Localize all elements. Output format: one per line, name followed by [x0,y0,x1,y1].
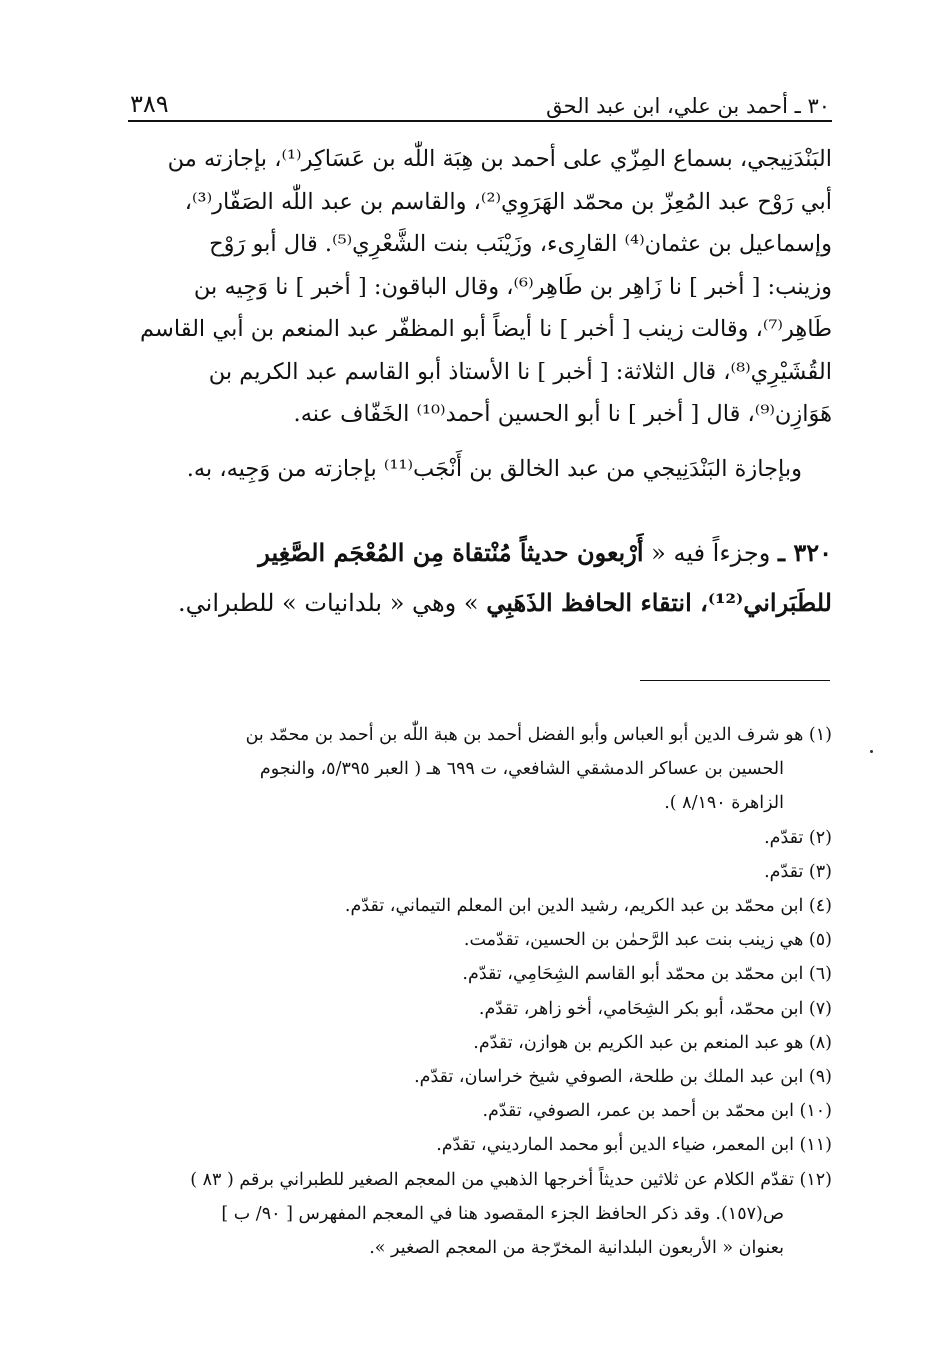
entry-line-2 [128,578,832,628]
footnote-line: (١١) ابن المعمر، ضياء الدين أبو محمد الماردیني، تقدّم. [436,1135,832,1156]
entry-number: ٣٢٠ ـ [777,538,832,567]
entry-text-cont: » وهي « بلدانيات » للطبراني. [178,589,479,617]
footnote-line: (٥) هي زينب بنت عبد الرَّحمٰن بن الحسين، تقدّمت. [463,930,832,951]
body-line: البَنْدَنِيجي، بسماع المِزّي على أحمد بن هِبَة اللّٰه بن عَسَاكِر⁽¹⁾، بإجازته من [167,146,832,172]
body-line: طَاهِر⁽⁷⁾، وقالت زينب [ أخبر ] نا أيضاً أبو المظفّر عبد المنعم بن أبي القاسم [140,316,832,342]
footnote-line: ص(١٥٧). وقد ذكر الحافظ الجزء المقصود هنا في المعجم المفهرس [ ٩٠/ ب ] [221,1203,784,1224]
entry-line-1 [128,528,832,578]
running-title: ٣٠ ـ أحمد بن علي، ابن عبد الحق [546,94,830,118]
footnote-line: (٤) ابن محمّد بن عبد الكريم، رشيد الدين ابن المعلم التيماني، تقدّم. [344,896,832,917]
header-rule [128,120,832,122]
body-line: وإسماعيل بن عثمان⁽⁴⁾ القارِىء، وزَيْنَب بنت الشَّعْرِي⁽⁵⁾. قال أبو رَوْح [209,231,832,257]
footnote-line: (٨) هو عبد المنعم بن عبد الكريم بن هوازن، تقدّم. [473,1032,832,1053]
footnote-line: (١٢) تقدّم الكلام عن ثلاثين حديثاً أخرجها الذهبي من المعجم الصغير للطبراني برقم ( ٨٣ ) [190,1169,832,1190]
footnote-line: (٧) ابن محمّد، أبو بكر الشِحَامي، أخو زاهر، تقدّم. [478,998,832,1019]
ink-speck [870,750,873,753]
footnote-line: (٩) ابن عبد الملك بن طلحة، الصوفي شيخ خراسان، تقدّم. [414,1067,832,1088]
footnote-line: (٣) تقدّم. [764,861,832,882]
body-line: أبي رَوْح عبد المُعِزّ بن محمّد الهَرَوِي⁽²⁾، والقاسم بن عبد اللّٰه الصَفّار⁽³⁾، [184,188,832,215]
footnote-separator [640,680,830,681]
footnote-line: (١٠) ابن محمّد بن أحمد بن عمر، الصوفي، تقدّم. [482,1101,832,1122]
entry-title: أَرْبعون حديثاً مُنْتقاة مِن المُعْجَم الصَّغِير [258,538,644,567]
page-number: ٣٨٩ [130,90,169,118]
footnote-line: (٢) تقدّم. [764,827,832,848]
footnote-line: الحسين بن عساكر الدمشقي الشافعي، ت ٦٩٩ هـ ( العبر ٥/٣٩٥، والنجوم [259,759,784,780]
footnote-line: بعنوان « الأربعون البلدانية المخرّجة من المعجم الصغير ». [369,1238,784,1259]
footnote-line: الزاهرة ٨/١٩٠ ). [664,793,784,814]
entry-title-cont: للطَبَراني⁽¹²⁾، انتقاء الحافظ الذَهَبِي [486,588,832,617]
entry-text: وجزءاً فيه « [651,539,771,567]
entry-320 [128,528,832,628]
body-line: هَوَازِن⁽⁹⁾، قال [ أخبر ] نا أبو الحسين أحمد⁽¹⁰⁾ الخَفّاف عنه. [293,401,832,427]
main-paragraph [128,138,832,436]
page-header [130,78,830,118]
footnote-line: (٦) ابن محمّد بن محمّد أبو القاسم الشِحَامِي، تقدّم. [462,964,832,985]
footnote-line: (١) هو شرف الدين أبو العباس وأبو الفضل أحمد بن هبة اللّٰه بن أحمد بن محمّد بن [245,725,832,745]
body-line: وزينب: [ أخبر ] نا زَاهِر بن طَاهِر⁽⁶⁾، وقال الباقون: [ أخبر ] نا وَجِيه بن [193,273,832,300]
body-line: القُشَيْرِي⁽⁸⁾، قال الثلاثة: [ أخبر ] نا الأستاذ أبو القاسم عبد الكريم بن [208,358,832,385]
second-paragraph: وبإجازة البَنْدَنِيجي من عبد الخالق بن أَنْجَب⁽¹¹⁾ بإجازته من وَجِيه، به. [186,456,802,482]
footnotes [128,718,832,1265]
